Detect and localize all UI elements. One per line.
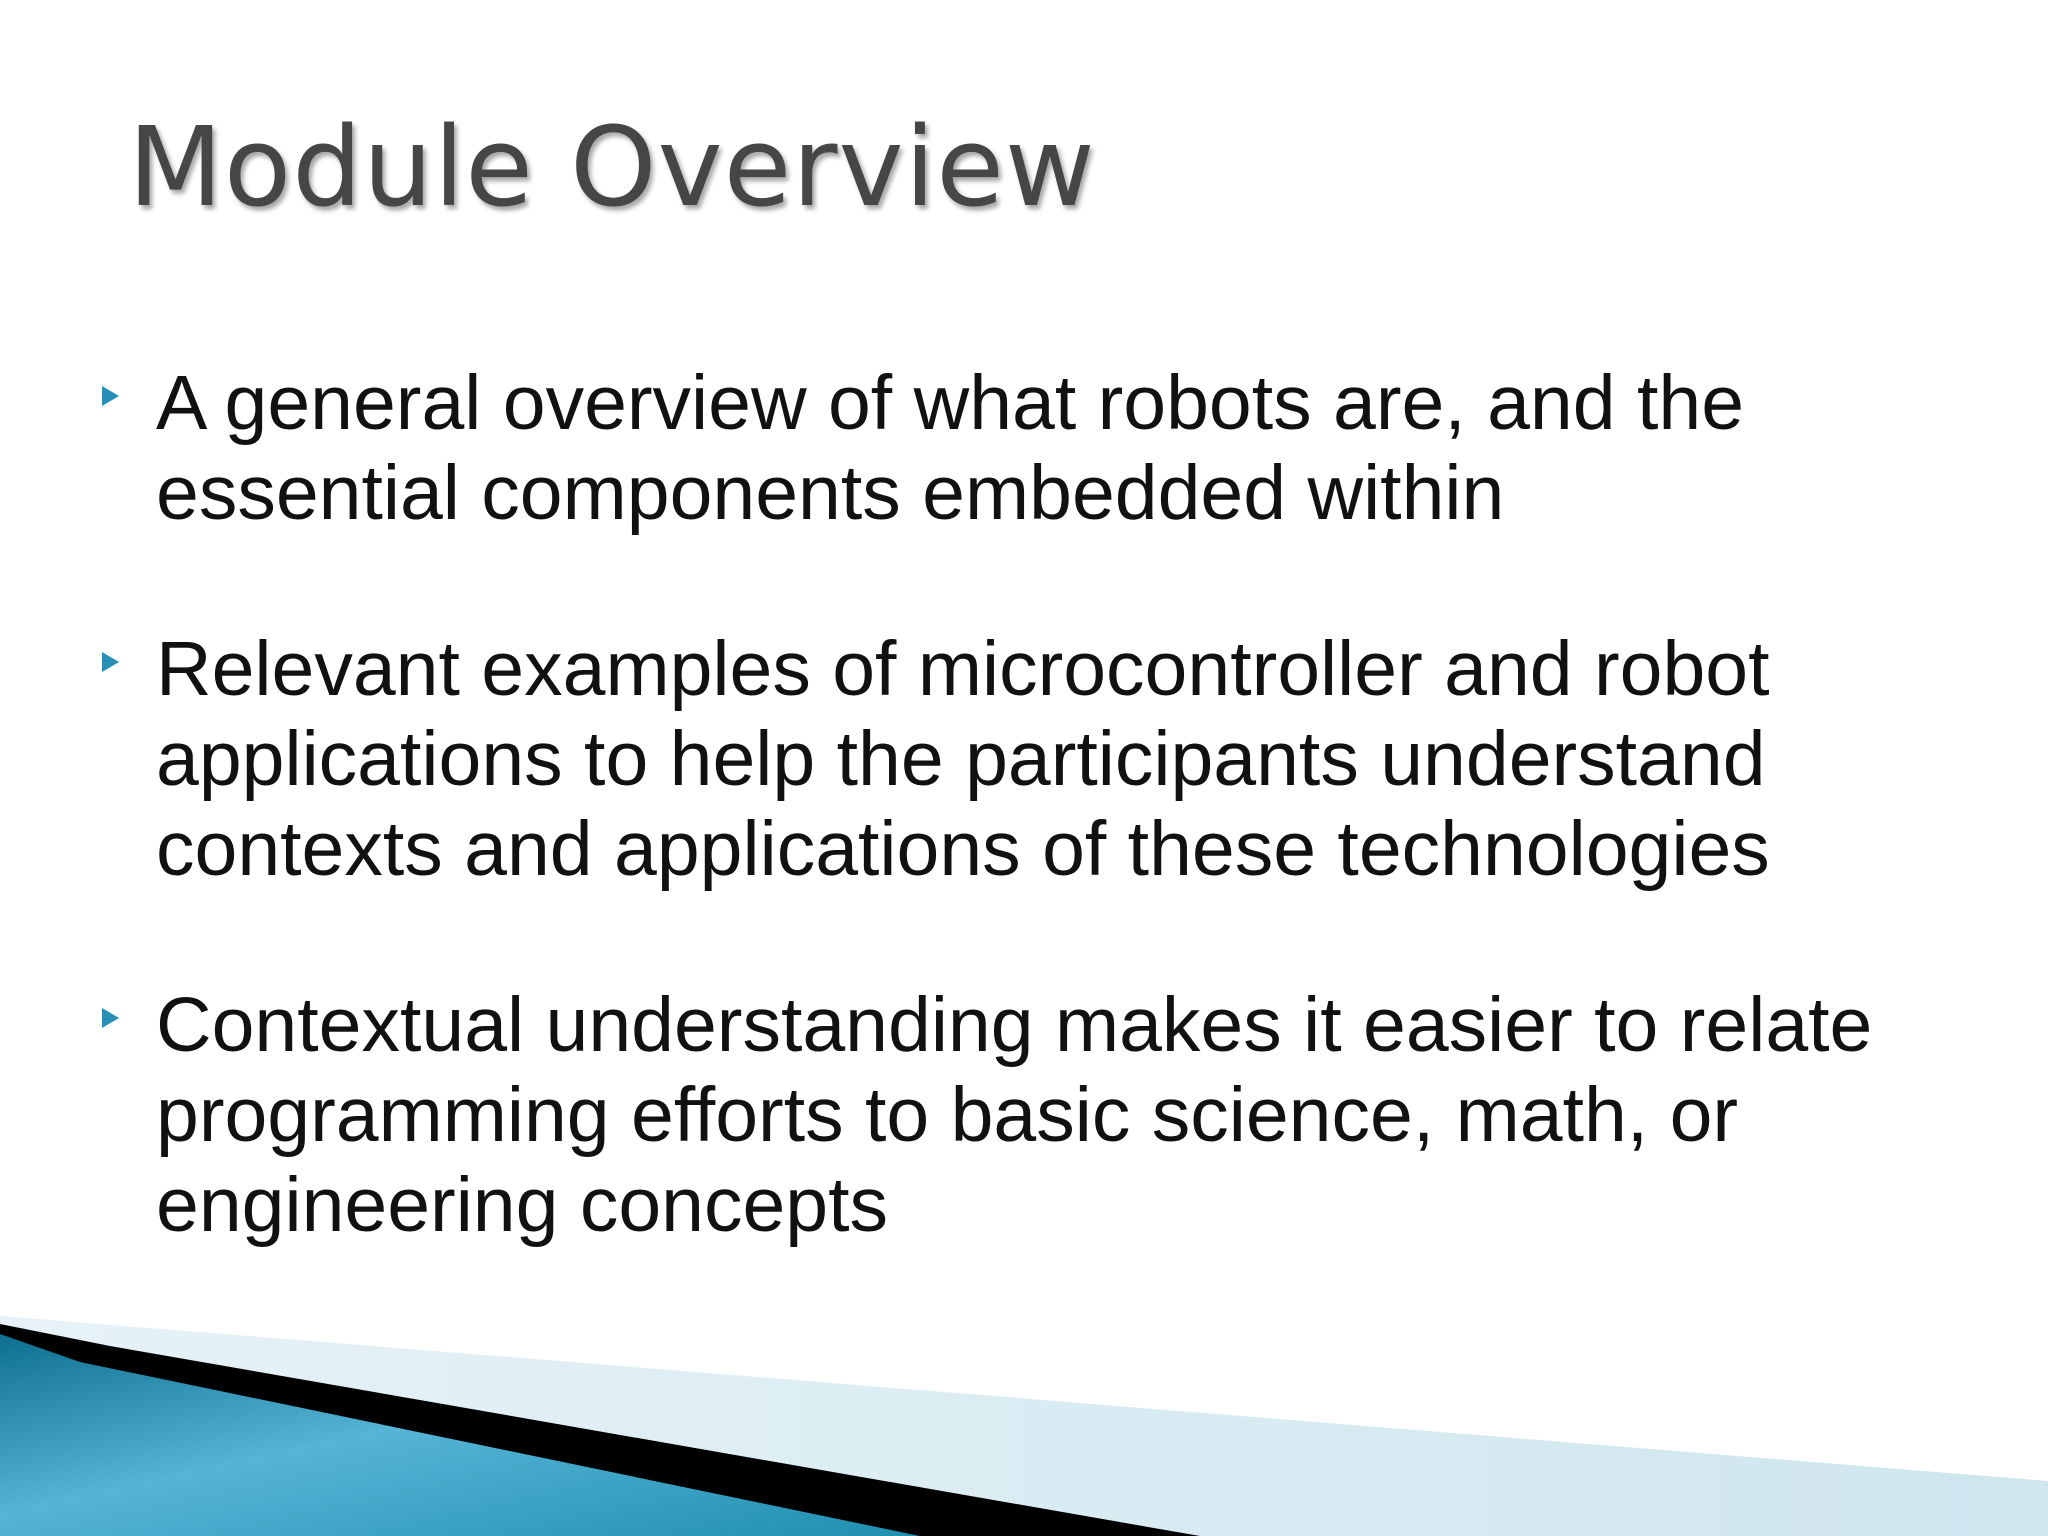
bullet-item [96, 980, 1996, 1250]
triangle-right-icon [102, 386, 119, 406]
triangle-right-icon [102, 1008, 119, 1028]
slide-title: Module Overview [128, 103, 1096, 231]
bullet-item [96, 624, 1996, 894]
bullet-text: A general overview of what robots are, and the essential components embedded within [156, 360, 1745, 536]
bullet-list [96, 358, 1996, 1336]
triangle-right-icon [102, 652, 119, 672]
bullet-item [96, 358, 1996, 538]
bullet-text: Relevant examples of microcontroller and robot applications to help the participants understand contexts and applications of these technologies [156, 626, 1770, 892]
footer-swoosh-decoration [0, 1276, 2048, 1536]
bullet-text: Contextual understanding makes it easier to relate programming efforts to basic science, math, or engineering concepts [156, 982, 1873, 1248]
